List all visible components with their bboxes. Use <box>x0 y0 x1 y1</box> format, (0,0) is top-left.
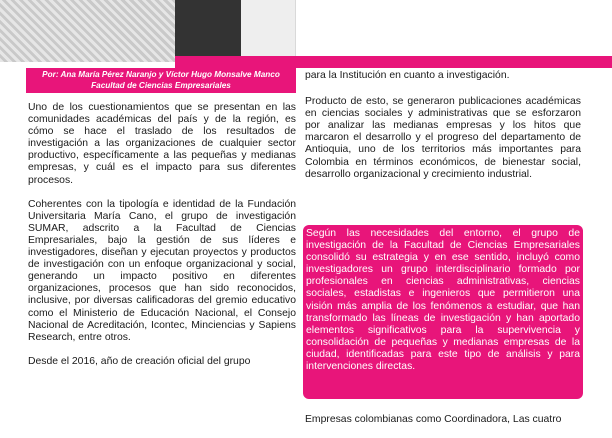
left-column <box>28 102 296 380</box>
paragraph: Desde el 2016, año de creación oficial del grupo <box>28 355 251 367</box>
byline-authors: Por: Ana María Pérez Naranjo y Víctor Hugo Monsalve Manco <box>42 70 280 79</box>
accent-band <box>175 56 612 68</box>
paragraph: para la Institución en cuanto a investigación. <box>305 70 510 81</box>
author-byline <box>26 68 296 93</box>
paragraph: Empresas colombianas como Coordinadora, Las cuatro <box>305 414 562 425</box>
highlight-box: Según las necesidades del entorno, el grupo de investigación de la Facultad de Ciencias Empresariales consolidó su estrategia y en ese sentido, incluyó como investigadores un grupo interdisciplinario formado por profesionales en ciencias administrativas, ciencias sociales, estadistas e ingenieros que permitieron una visión más amplia de los fenómenos a estudiar, que han transformado las líneas de investigación y han aportado elementos significativos para la supervivencia y consolidación de pequeñas y medianas empresas de la ciudad, identificadas para este tipo de análisis y para intervenciones directas. <box>303 225 583 399</box>
right-column-continued <box>305 414 581 438</box>
header-photo <box>0 0 612 62</box>
paragraph: Coherentes con la tipología e identidad de la Fundación Universitaria María Cano, el grupo de investigación SUMAR, adscrito a la Facultad de Ciencias Empresariales, bajo la gestión de sus líderes e investigadores, diseñan y ejecutan proyectos y productos de investigación con un enfoque organizacional y social, generando un impacto positivo en diferentes organizaciones, procesos que han sido reconocidos, inclusive, por diversas calificadoras del gremio educativo como el Ministerio de Educación Nacional, el Consejo Nacional de Acreditación, Icontec, Minciencias y Sapiens Research, entre otros. <box>28 198 296 343</box>
paragraph: Uno de los cuestionamientos que se presentan en las comunidades académicas del país y de la región, es cómo se hace el traslado de los resultados de investigación a las organizaciones de cualquier sector productivo, específicamente a las pequeñas y medianas empresas, y cuál es el impacto para sus diferentes procesos. <box>28 102 296 186</box>
paragraph: Producto de esto, se generaron publicaciones académicas en ciencias sociales y administrativas que se esforzaron por analizar las medianas empresas y los hitos que marcaron el desarrollo y el progreso del departamento de Antioquia, uno de los territorios más importantes para Colombia en términos económicos, de bienestar social, desarrollo organizacional y crecimiento industrial. <box>305 96 581 180</box>
photo-background-right <box>296 0 612 56</box>
photo-background-left <box>0 0 175 62</box>
right-column <box>305 70 581 193</box>
photo-person <box>175 0 295 56</box>
byline-faculty: Facultad de Ciencias Empresariales <box>91 81 231 90</box>
